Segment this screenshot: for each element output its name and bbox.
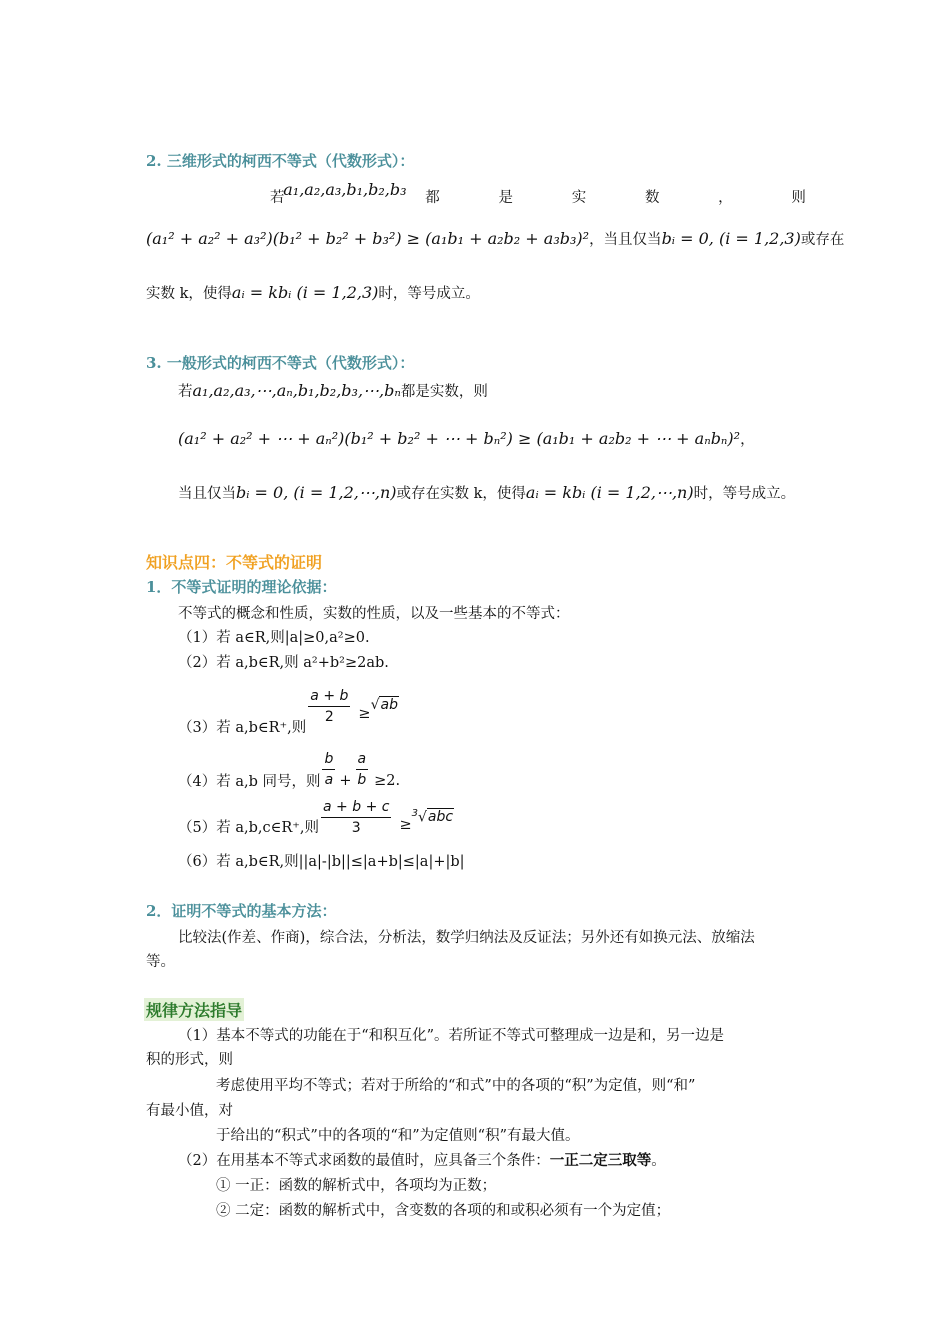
sec3-variables-math: a₁,a₂,a₃,⋯,aₙ,b₁,b₂,b₃,⋯,bₙ	[192, 381, 401, 400]
section-2-title: 2. 三维形式的柯西不等式（代数形式）：	[146, 152, 415, 170]
sec3-line1-post: 都是实数，则	[400, 384, 488, 400]
fraction-numerator: a	[356, 751, 369, 770]
sec3-line3-mid: 或存在实数 k，使得	[396, 486, 526, 502]
fraction-numerator: a + b + c	[321, 799, 391, 818]
sqrt-radicand: ab	[380, 696, 398, 713]
sec2-line1-word: 是	[498, 190, 513, 206]
section-3-title: 3. 一般形式的柯西不等式（代数形式）：	[146, 354, 415, 372]
sec2-cauchy-inequality: (a₁² + a₂² + a₃²)(b₁² + b₂² + b₃²) ≥ (a₁b₁ + a₂b₂ + a₃b₃)²	[146, 229, 590, 248]
sec3-cauchy-inequality: (a₁² + a₂² + ⋯ + aₙ²)(b₁² + b₂² + ⋯ + bₙ²) ≥ (a₁b₁ + a₂b₂ + ⋯ + aₙbₙ)²	[178, 429, 741, 448]
sec2-line2	[146, 228, 844, 249]
guide-p2-bold: 一正二定三取等	[549, 1152, 652, 1169]
sec4-item-5	[178, 798, 454, 837]
sec2-cond-math: bᵢ = 0, (i = 1,2,3)	[661, 229, 801, 248]
sec4-item-3-pre: （3）若 a,b∈R⁺,则	[178, 720, 307, 736]
sec2-line1-word: 都	[425, 190, 440, 206]
guide-p2-post: 。	[651, 1153, 666, 1169]
sec2-line1-word: 若	[270, 190, 285, 206]
sec3-line3-math2: aᵢ = kbᵢ (i = 1,2,⋯,n)	[525, 483, 694, 502]
fraction-denominator: a	[324, 772, 334, 788]
sec2-line1-word: 数	[644, 190, 660, 206]
sec4-methods-line-1: 比较法(作差、作商)，综合法，分析法，数学归纳法及反证法；另外还有如换元法、放缩法	[178, 930, 755, 946]
sec2-line3-post: 时，等号成立。	[378, 286, 480, 302]
sec2-line1	[270, 180, 806, 207]
guide-p1-line-4: 有最小值，对	[146, 1103, 233, 1119]
guide-p1-line-1: （1）基本不等式的功能在于“和积互化”。若所证不等式可整理成一边是和，另一边是	[178, 1028, 725, 1044]
guide-p2-pre: （2）在用基本不等式求函数的最值时，应具备三个条件：	[178, 1153, 550, 1169]
sec3-line1	[178, 380, 488, 401]
fraction-numerator: a + b	[308, 688, 350, 707]
cube-root-symbol: $^3$√abc	[411, 807, 454, 826]
sec2-cond-pre: ，当且仅当	[589, 232, 662, 248]
sec4-subheading-1: 1．不等式证明的理论依据：	[146, 578, 337, 596]
section-4-title: 知识点四：不等式的证明	[146, 553, 323, 572]
sec4-subheading-2: 2．证明不等式的基本方法：	[146, 902, 337, 920]
sec2-line3-math: aᵢ = kbᵢ (i = 1,2,3)	[231, 283, 379, 302]
sec4-item-6: （6）若 a,b∈R,则||a|-|b||≤|a+b|≤|a|+|b|	[178, 854, 465, 870]
sec4-item-2: （2）若 a,b∈R,则 a²+b²≥2ab.	[178, 655, 389, 671]
root-index: 3	[411, 807, 418, 819]
sec4-item-5-pre: （5）若 a,b,c∈R⁺,则	[178, 820, 320, 836]
sec4-item-4-plus: +	[339, 772, 352, 789]
sec3-line3-math1: bᵢ = 0, (i = 1,2,⋯,n)	[236, 483, 397, 502]
sec2-line1-word: 实	[571, 190, 587, 206]
guide-p1-line-2: 积的形式，则	[146, 1052, 233, 1068]
sec2-line1-word: 则	[791, 190, 806, 206]
sec3-ineq-tail: ，	[740, 432, 755, 448]
sec4-item-3-fraction	[308, 688, 350, 725]
sec4-item-4-post: ≥2.	[374, 772, 401, 789]
sec3-line3-post: 时，等号成立。	[693, 486, 796, 502]
guide-condition-2: ② 二定：函数的解析式中，含变数的各项的和或积必须有一个为定值；	[216, 1203, 671, 1219]
fraction-denominator: b	[357, 772, 367, 788]
guide-p1-line-3: 考虑使用平均不等式；若对于所给的“和式”中的各项的“积”为定值，则“和”	[216, 1078, 696, 1094]
cube-root-radicand: abc	[427, 809, 454, 826]
sec4-item-1: （1）若 a∈R,则|a|≥0,a²≥0.	[178, 630, 370, 646]
guide-condition-1: ① 一正：函数的解析式中，各项均为正数；	[216, 1178, 497, 1194]
sec4-item-4-fraction-2	[356, 751, 369, 788]
sec3-line3	[178, 482, 795, 503]
sec2-line3-pre: 实数 k，使得	[146, 286, 232, 302]
sec4-methods-line-2: 等。	[146, 954, 175, 970]
sec4-item-3-ge: ≥	[358, 705, 371, 722]
fraction-numerator: b	[322, 751, 335, 770]
sec4-item-4	[178, 748, 400, 791]
guide-p2	[178, 1149, 666, 1170]
sec3-line3-pre: 当且仅当	[178, 486, 236, 502]
sec4-item-3	[178, 676, 399, 737]
sec2-line3	[146, 282, 480, 303]
sec4-intro: 不等式的概念和性质，实数的性质，以及一些基本的不等式：	[178, 606, 570, 622]
fraction-denominator: 2	[324, 709, 334, 725]
sqrt-symbol: √ab	[370, 696, 398, 713]
sec4-item-4-pre: （4）若 a,b 同号，则	[178, 774, 321, 790]
sec3-line2	[178, 428, 755, 449]
sec4-item-4-fraction-1	[322, 751, 335, 788]
sec4-item-5-ge: ≥	[399, 816, 412, 833]
sec2-line1-word: ，	[718, 190, 733, 206]
fraction-denominator: 3	[351, 820, 361, 836]
guide-title: 规律方法指导	[144, 998, 244, 1021]
sec2-variables-math: a₁,a₂,a₃,b₁,b₂,b₃	[283, 180, 407, 199]
sec4-item-5-fraction	[321, 799, 391, 836]
sec3-line1-pre: 若	[178, 384, 193, 400]
sec2-cond-post: 或存在	[800, 232, 845, 248]
guide-p1-line-5: 于给出的“积式”中的各项的“和”为定值则“积”有最大值。	[216, 1128, 580, 1144]
